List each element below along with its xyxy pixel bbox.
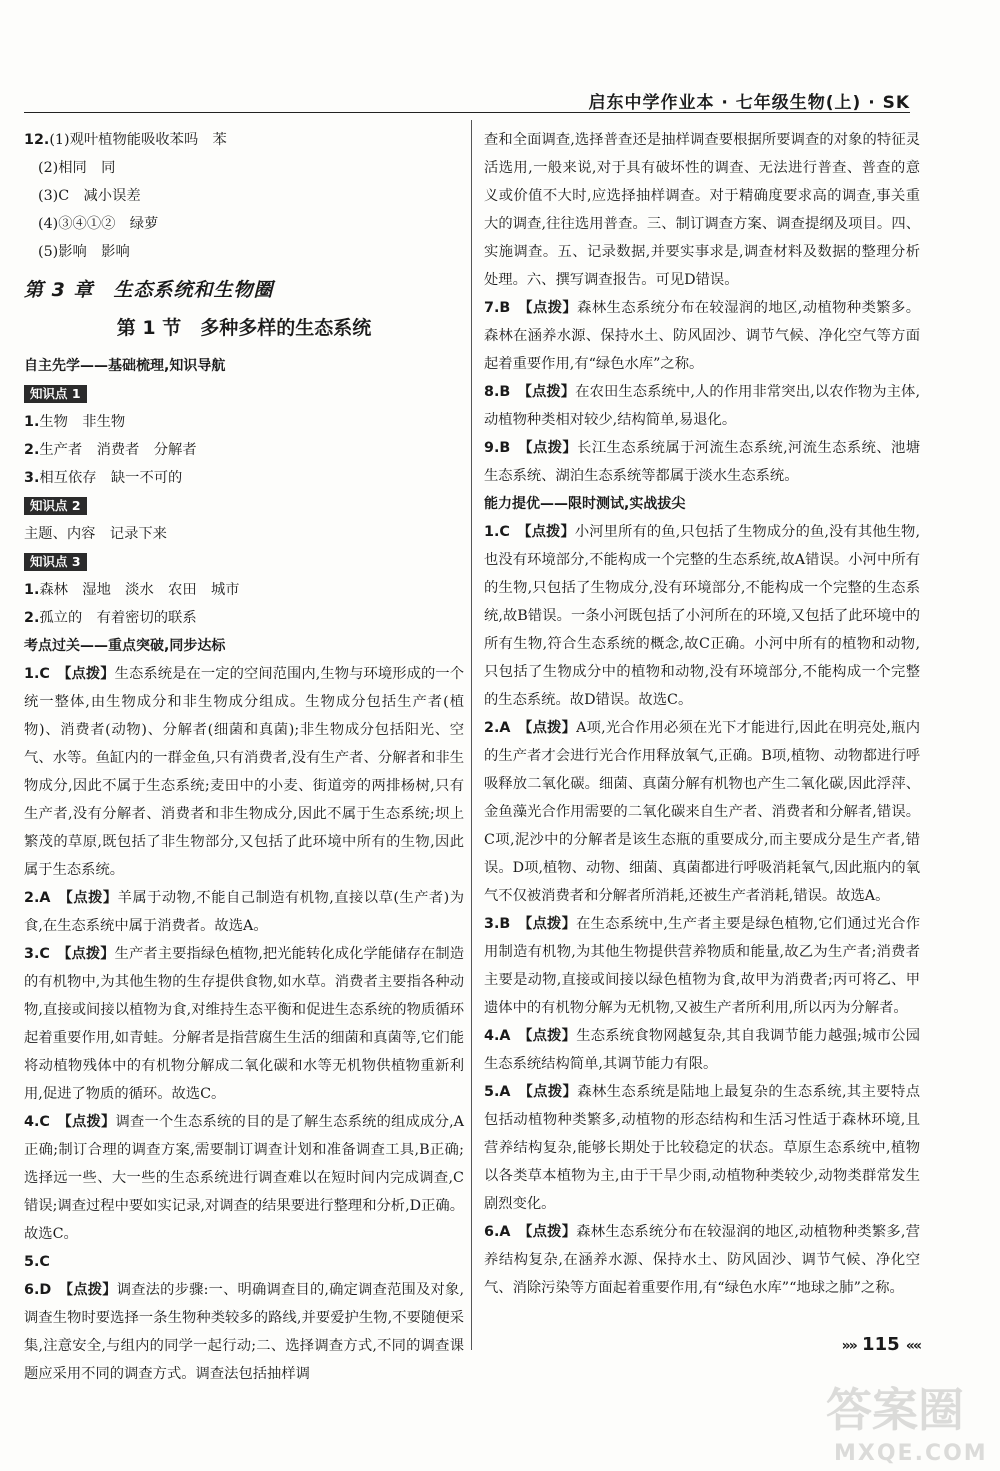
ability-answer-3: 3.B 【点拨】在生态系统中,生产者主要是绿色植物,它们通过光合作用制造有机物,为其他生物提供营养物质和能量,故乙为生产者;消费者主要是动物,直接或间接以绿色植物为食,故甲为消费者;丙可将乙、甲遗体中的有机物分解为无机物,又被生产者所利用,所以丙为分解者。 (484, 916, 920, 1016)
exam-answer-3: 3.C 【点拨】生产者主要指绿色植物,把光能转化成化学能储存在制造的有机物中,为其他生物的生存提供食物,如水草。消费者主要指各种动物,直接或间接以植物为食,对维持生态平衡和促进生态系统的物质循环起着重要作用,如青蛙。分解者是指营腐生生活的细菌和真菌等,它们能将动植物残体中的有机物分解成二氧化碳和水等无机物供植物重新利用,促进了物质的循环。故选C。 (24, 946, 464, 1102)
top-answers (24, 126, 464, 266)
answer-line: (4)③④①② 绿萝 (38, 216, 159, 232)
watermark-logo (820, 1368, 996, 1468)
ability-answer-5: 5.A 【点拨】森林生态系统是陆地上最复杂的生态系统,其主要特点包括动植物种类繁多,动植物的形态结构和生活习性适于森林环境,且营养结构复杂,能够长期处于比较稳定的状态。草原生态系统中,植物以各类草本植物为主,由于干旱少雨,动植物种类较少,动物类群常发生剧烈变化。 (484, 1084, 921, 1212)
ability-answer-4: 4.A 【点拨】生态系统食物网越复杂,其自我调节能力越强;城市公园生态系统结构简单,其调节能力有限。 (484, 1028, 921, 1072)
page-header (24, 84, 910, 113)
exam-answer-6: 6.D 【点拨】调查法的步骤:一、明确调查目的,确定调查范围及对象,调查生物时要选择一条生物种类较多的路线,并要爱护生物,不要随便采集,注意安全,与组内的同学一起行动;二、选择调查方式,不同的调查课题应采用不同的调查方式。调查法包括抽样调 (24, 1282, 465, 1382)
exam-answer-9: 9.B 【点拨】长江生态系统属于河流生态系统,河流生态系统、池塘生态系统、湖泊生态系统等都属于淡水生态系统。 (484, 440, 921, 484)
exam-answer-7: 7.B 【点拨】森林生态系统分布在较湿润的地区,动植物种类繁多。森林在涵养水源、保持水土、防风固沙、调节气候、净化空气等方面起着重要作用,有“绿色水库”之称。 (484, 300, 921, 372)
page-number-value: 115 (862, 1334, 900, 1355)
ability-answer-2: 2.A 【点拨】A项,光合作用必须在光下才能进行,因此在明亮处,瓶内的生产者才会进行光合作用释放氧气,正确。B项,植物、动物都进行呼吸释放二氧化碳。细菌、真菌分解有机物也产生二氧化碳,因此浮萍、金鱼藻光合作用需要的二氧化碳来自生产者、消费者和分解者,错误。C项,泥沙中的分解者是该生态瓶的重要成分,而主要成分是生产者,错误。D项,植物、动物、细菌、真菌都进行呼吸消耗氧气,因此瓶内的氧气不仅被消费者和分解者所消耗,还被生产者消耗,错误。故选A。 (484, 720, 920, 904)
watermark-text: 答案圈 (826, 1383, 964, 1437)
chapter-title: 第 3 章 生态系统和生物圈 (24, 279, 274, 301)
list-item: 主题、内容 记录下来 (24, 526, 167, 542)
column-divider (471, 120, 472, 1350)
section-title: 第 1 节 多种多样的生态系统 (116, 317, 372, 339)
knowledge-point-1-label: 知识点 1 (24, 385, 87, 403)
exam-answer-1: 1.C 【点拨】生态系统是在一定的空间范围内,生物与环境形成的一个统一整体,由生物成分和非生物成分组成。生物成分包括生产者(植物)、消费者(动物)、分解者(细菌和真菌);非生物成分包括阳光、空气、水等。鱼缸内的一群金鱼,只有消费者,没有生产者、分解者和非生物成分,因此不属于生态系统;麦田中的小麦、街道旁的两排杨树,只有生产者,没有分解者、消费者和非生物成分,因此不属于生态系统;坝上繁茂的草原,既包括了非生物部分,又包括了此环境中所有的生物,因此属于生态系统。 (24, 666, 464, 878)
exam-heading: 考点过关——重点突破,同步达标 (24, 638, 226, 654)
exam-answer-6-text-part1: 调查法的步骤:一、明确调查目的,确定调查范围及对象,调查生物时要选择一条生物种类较多的路线,并要爱护生物,不要随便采集,注意安全,与组内的同学一起行动;二、选择调查方式,不同的调查课题应采用不同的调查方式。调查法包括抽样调 (24, 1282, 465, 1382)
left-column (24, 126, 464, 1388)
list-item: 2.生产者 消费者 分解者 (24, 442, 197, 458)
answer-line: (3)C 减小误差 (38, 188, 141, 204)
list-item: 1.森林 湿地 淡水 农田 城市 (24, 582, 240, 598)
knowledge-point-2-label: 知识点 2 (24, 497, 87, 515)
exam-answer-6-continued: 查和全面调查,选择普查还是抽样调查要根据所要调查的对象的特征灵活选用,一般来说,对于具有破坏性的调查、无法进行普查、普查的意义或价值不大时,应选择抽样调查。对于精确度要求高的调查,事关重大的调查,往往选用普查。三、制订调查方案、调查提纲及项目。四、实施调查。五、记录数据,并要实事求是,调查材料及数据的整理分析处理。六、撰写调查报告。可见D错误。 (484, 132, 920, 288)
book-title: 启东中学作业本 · 七年级生物(上) · SK (588, 93, 910, 113)
page-arrow-left-icon: »» (841, 1338, 856, 1354)
watermark-subtext: MXQE.COM (834, 1441, 988, 1466)
exam-answer-4: 4.C 【点拨】调查一个生态系统的目的是了解生态系统的组成成分,A正确;制订合理的调查方案,需要制订调查计划和准备调查工具,B正确;选择远一些、大一些的生态系统进行调查难以在短时间内完成调查,C错误;调查过程中要如实记录,对调查的结果要进行整理和分析,D正确。故选C。 (24, 1114, 464, 1242)
exam-answer-8: 8.B 【点拨】在农田生态系统中,人的作用非常突出,以农作物为主体,动植物种类相对较少,结构简单,易退化。 (484, 384, 920, 428)
page-number (842, 1334, 920, 1355)
answer-line: (2)相同 同 (38, 160, 116, 176)
exam-answer-5: 5.C (24, 1254, 50, 1270)
right-column (484, 126, 920, 1302)
list-item: 2.孤立的 有着密切的联系 (24, 610, 197, 626)
ability-answer-6: 6.A 【点拨】森林生态系统分布在较湿润的地区,动植物种类繁多,营养结构复杂,在涵养水源、保持水土、防风固沙、调节气候、净化空气、消除污染等方面起着重要作用,有“绿色水库”“地球之肺”之称。 (484, 1224, 920, 1296)
ability-heading: 能力提优——限时测试,实战拔尖 (484, 496, 686, 512)
self-study-heading: 自主先学——基础梳理,知识导航 (24, 358, 226, 374)
ability-answer-1: 1.C 【点拨】小河里所有的鱼,只包括了生物成分的鱼,没有其他生物,也没有环境部分,不能构成一个完整的生态系统,故A错误。小河中所有的生物,只包括了生物成分,没有环境部分,不能构成一个完整的生态系统,故B错误。一条小河既包括了小河所在的环境,又包括了此环境中的所有生物,符合生态系统的概念,故C正确。小河中所有的植物和动物,只包括了生物成分中的植物和动物,没有环境部分,不能构成一个完整的生态系统。故D错误。故选C。 (484, 524, 920, 708)
answer-line: (5)影响 影响 (38, 244, 130, 260)
exam-answer-2: 2.A 【点拨】羊属于动物,不能自己制造有机物,直接以草(生产者)为食,在生态系统中属于消费者。故选A。 (24, 890, 465, 934)
list-item: 1.生物 非生物 (24, 414, 126, 430)
page-arrow-right-icon: «« (905, 1338, 920, 1354)
answer-line: 12.(1)观叶植物能吸收苯吗 苯 (24, 132, 227, 148)
list-item: 3.相互依存 缺一不可的 (24, 470, 183, 486)
knowledge-point-3-label: 知识点 3 (24, 553, 87, 571)
